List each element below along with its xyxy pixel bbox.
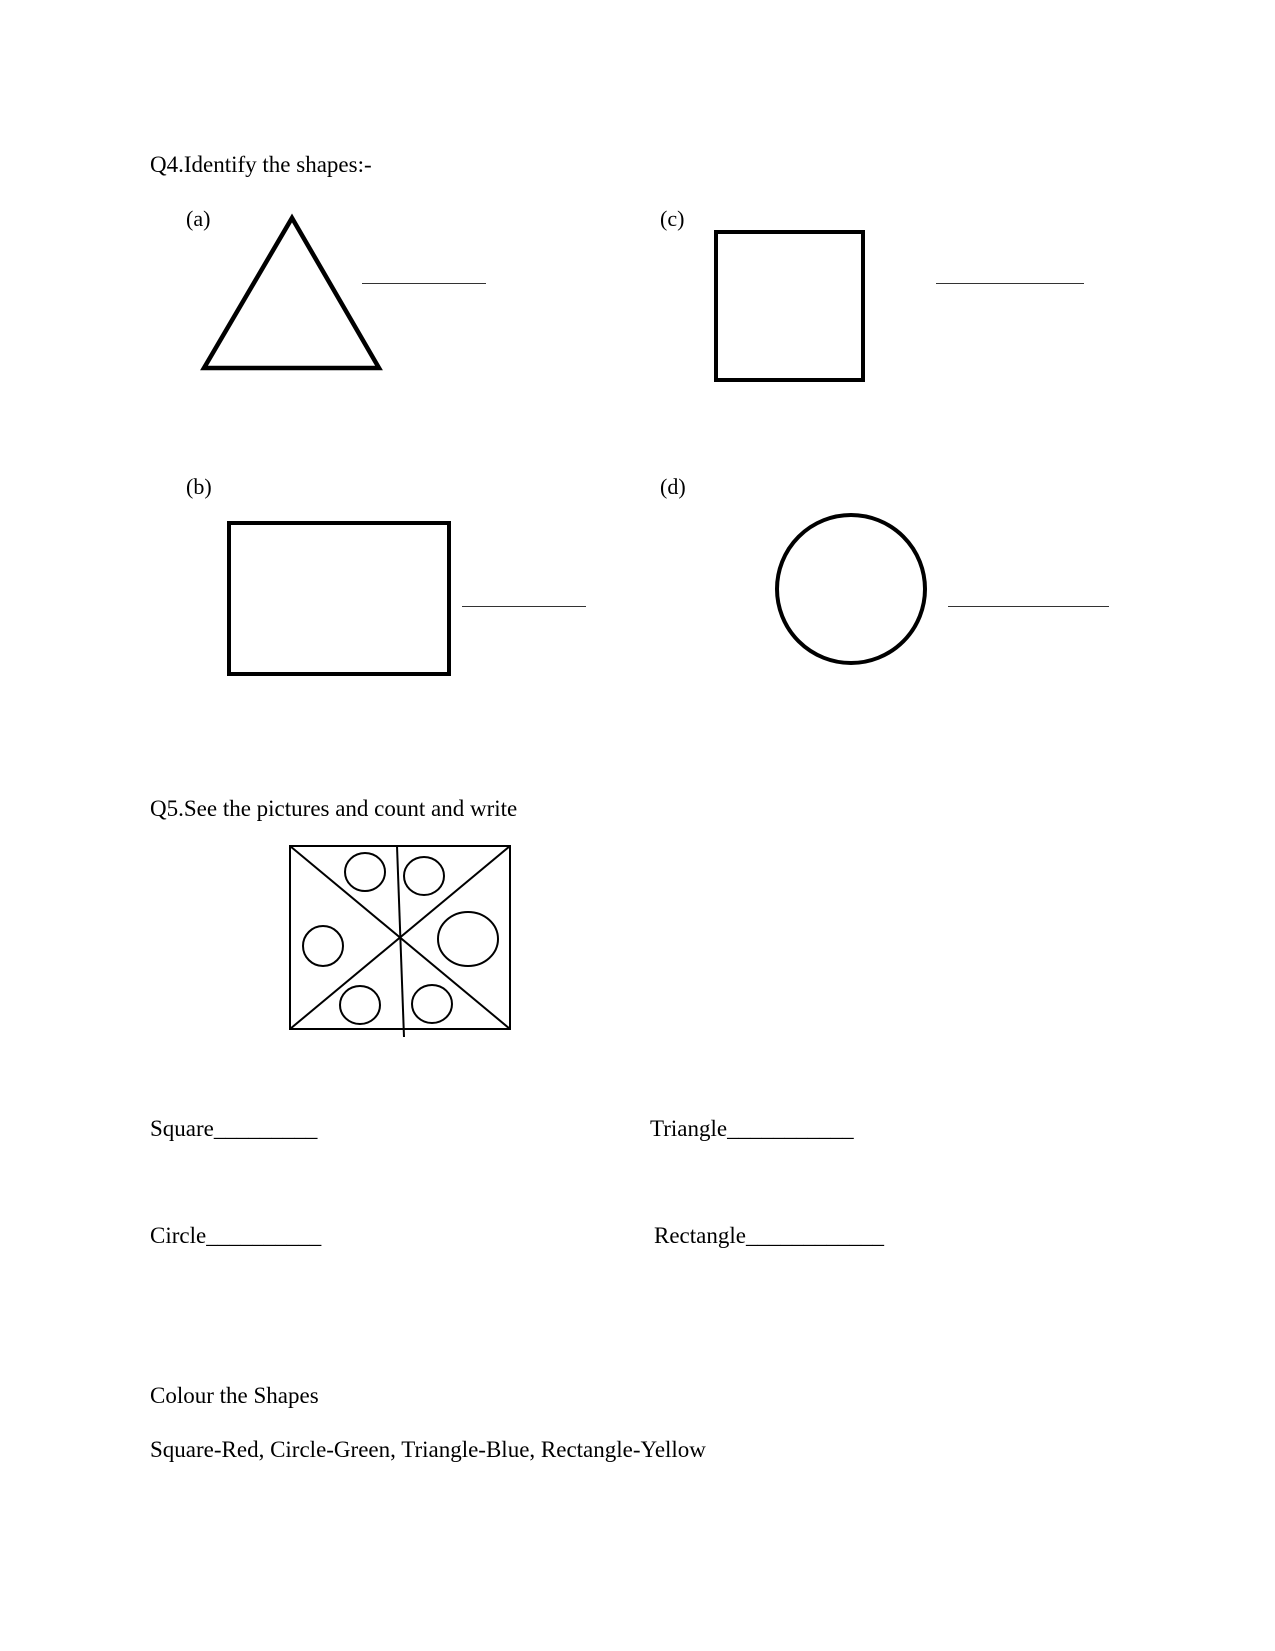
answer-blank-c[interactable] <box>936 283 1084 284</box>
square-icon <box>712 228 868 384</box>
answer-rectangle[interactable]: Rectangle____________ <box>654 1223 884 1248</box>
q4-label-c: (c) <box>660 206 685 231</box>
figure-vertical-divider <box>397 846 404 1037</box>
q4-label-b: (b) <box>186 474 212 499</box>
q5-title: Q5.See the pictures and count and write <box>150 796 518 821</box>
figure-circle-1 <box>345 853 385 891</box>
count-shapes-figure <box>288 844 514 1040</box>
answer-blank-d[interactable] <box>948 606 1109 607</box>
figure-circle-6 <box>412 985 452 1023</box>
q4-title: Q4.Identify the shapes:- <box>150 152 372 177</box>
rectangle-icon <box>226 520 454 678</box>
circle-icon <box>773 511 929 667</box>
answer-circle[interactable]: Circle__________ <box>150 1223 322 1248</box>
figure-circle-2 <box>404 857 444 895</box>
q4-label-d: (d) <box>660 474 686 499</box>
colour-title: Colour the Shapes <box>150 1383 319 1408</box>
figure-circle-3 <box>303 926 343 966</box>
figure-circle-5 <box>340 986 380 1024</box>
answer-blank-a[interactable] <box>362 283 486 284</box>
triangle-icon <box>200 214 384 374</box>
answer-triangle[interactable]: Triangle___________ <box>650 1116 854 1141</box>
answer-square[interactable]: Square_________ <box>150 1116 318 1141</box>
q4-label-a: (a) <box>186 206 211 231</box>
answer-blank-b[interactable] <box>462 606 586 607</box>
colour-instructions: Square-Red, Circle-Green, Triangle-Blue, Rectangle-Yellow <box>150 1437 706 1462</box>
figure-circle-4 <box>438 912 498 966</box>
